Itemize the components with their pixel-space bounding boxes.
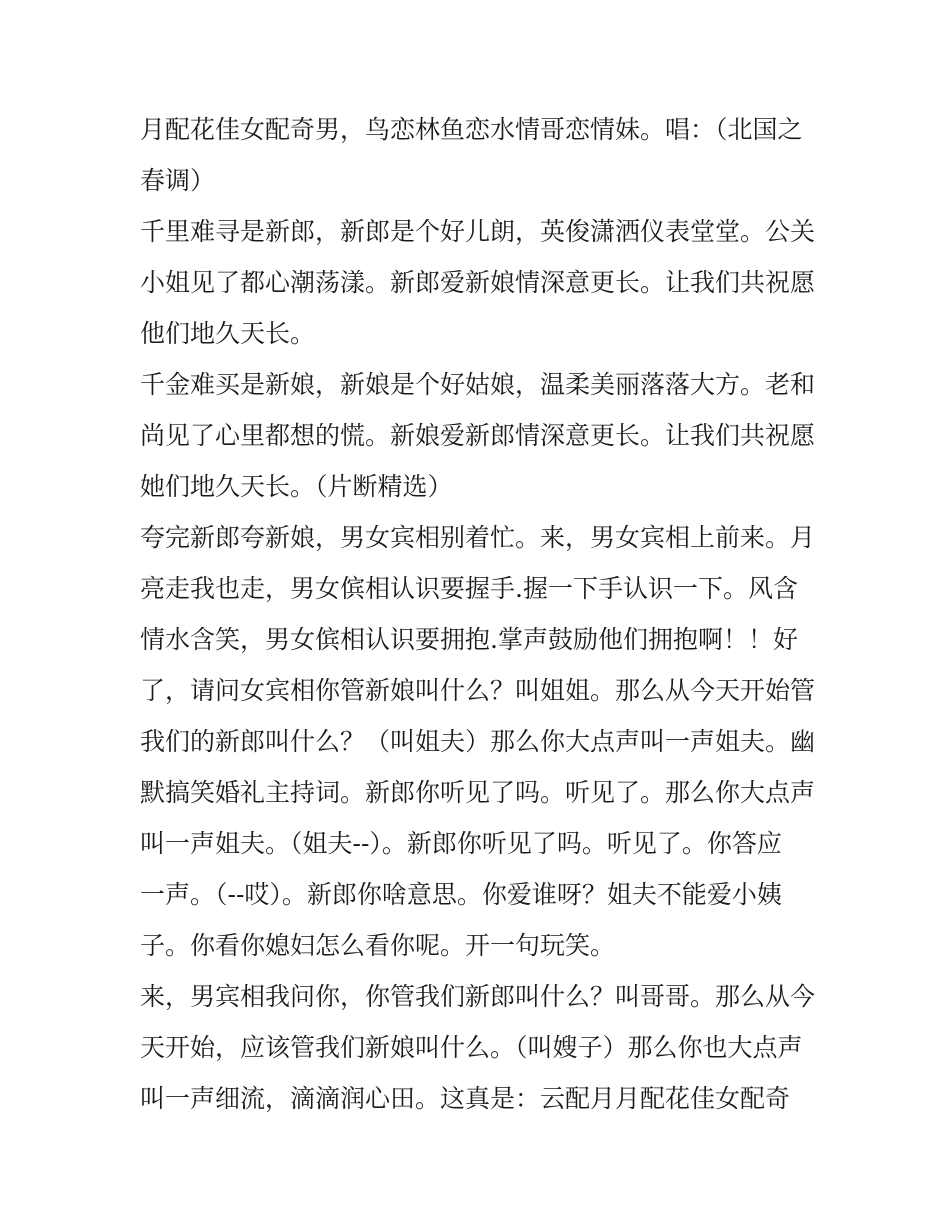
text-line: 叫一声细流，滴滴润心田。这真是：云配月月配花佳女配奇 <box>140 1084 791 1113</box>
text-line: 情水含笑，男女傧相认识要拥抱.掌声鼓励他们拥抱啊！！好 <box>140 625 798 654</box>
text-line: 默搞笑婚礼主持词。新郎你听见了吗。听见了。那么你大点声 <box>140 778 816 807</box>
text-line: 她们地久天长。（片断精选） <box>140 472 453 501</box>
text-line: 千金难买是新娘，新娘是个好姑娘，温柔美丽落落大方。老和 <box>140 370 816 399</box>
text-line: 叫一声姐夫。（姐夫--）。新郎你听见了吗。听见了。你答应 <box>140 829 782 858</box>
text-line: 天开始，应该管我们新娘叫什么。（叫嫂子）那么你也大点声 <box>140 1033 803 1062</box>
document-body <box>140 104 820 1124</box>
text-line: 尚见了心里都想的慌。新娘爱新郎情深意更长。让我们共祝愿 <box>140 421 816 450</box>
text-line: 来，男宾相我问你，你管我们新郎叫什么？叫哥哥。那么从今 <box>140 982 816 1011</box>
text-line: 一声。（--哎）。新郎你啥意思。你爱谁呀？姐夫不能爱小姨 <box>140 880 782 909</box>
text-line: 他们地久天长。 <box>140 319 316 348</box>
text-line: 亮走我也走，男女傧相认识要握手.握一下手认识一下。风含 <box>140 574 798 603</box>
text-line: 了，请问女宾相你管新娘叫什么？叫姐姐。那么从今天开始管 <box>140 676 816 705</box>
text-line: 我们的新郎叫什么？（叫姐夫）那么你大点声叫一声姐夫。幽 <box>140 727 816 756</box>
text-line: 千里难寻是新郎，新郎是个好儿朗，英俊潇洒仪表堂堂。公关 <box>140 217 816 246</box>
text-line: 春调） <box>140 166 216 195</box>
text-line: 小姐见了都心潮荡漾。新郎爱新娘情深意更长。让我们共祝愿 <box>140 268 816 297</box>
text-line: 子。你看你媳妇怎么看你呢。开一句玩笑。 <box>140 931 616 960</box>
text-line: 月配花佳女配奇男，鸟恋林鱼恋水情哥恋情妹。唱：（北国之 <box>140 115 803 144</box>
text-line: 夸完新郎夸新娘，男女宾相别着忙。来，男女宾相上前来。月 <box>140 523 816 552</box>
